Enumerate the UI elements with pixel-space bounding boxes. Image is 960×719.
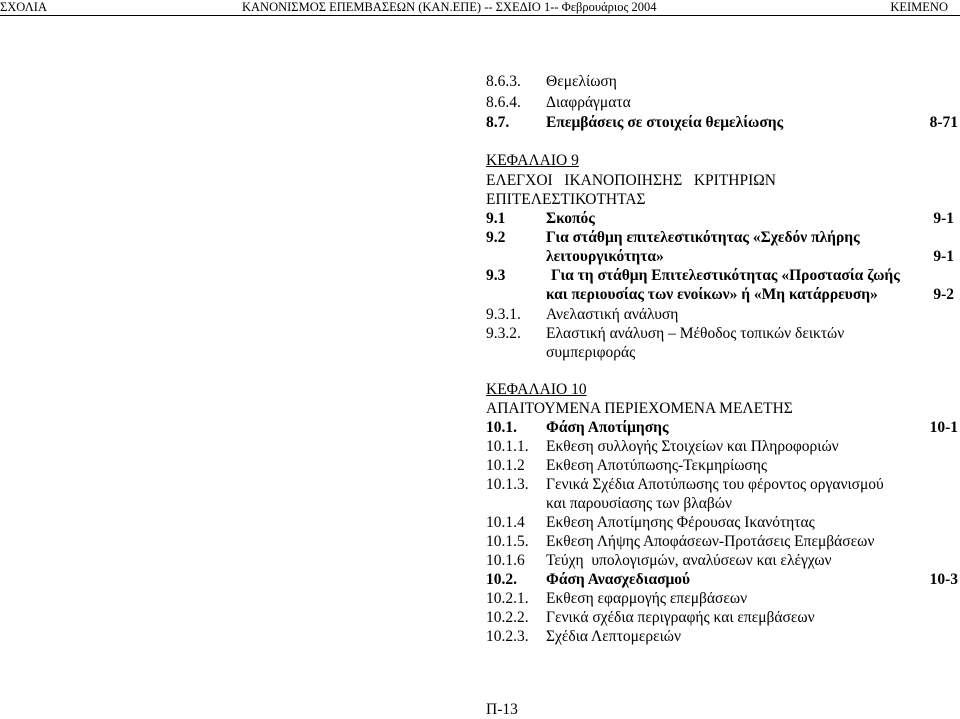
toc-entry-title: Εκθεση συλλογής Στοιχείων και Πληροφοριών [546,438,839,455]
toc-entry-title: Εκθεση Λήψης Αποφάσεων-Προτάσεις Επεμβάσεων [546,533,875,550]
toc-entry-title: Εκθεση Αποτύπωσης-Τεκμηρίωσης [546,457,767,474]
toc-entry-num: 10.2.1. [486,590,529,607]
toc-entry-title-cont: και περιουσίας των ενοίκων» ή «Μη κατάρρευση» [546,286,878,303]
toc-entry-title: Εκθεση Αποτίμησης Φέρουσας Ικανότητας [546,514,815,531]
chapter-10-title: ΑΠΑΙΤΟΥΜΕΝΑ ΠΕΡΙΕΧΟΜΕΝΑ ΜΕΛΕΤΗΣ [486,400,793,417]
toc-entry-title: Γενικά Σχέδια Αποτύπωσης του φέροντος οργανισμού [546,476,884,493]
toc-entry-num: 9.1 [486,210,506,227]
toc-entry-num: 9.3 [486,267,506,284]
header-center-label: ΚΑΝΟΝΙΣΜΟΣ ΕΠΕΜΒΑΣΕΩΝ (ΚΑΝ.ΕΠΕ) -- ΣΧΕΔΙΟ 1-- Φεβρουάριος 2004 [242,0,657,14]
toc-entry-title-cont: και παρουσίασης των βλαβών [546,495,732,512]
toc-entry-title: Φάση Ανασχεδιασμού [546,571,691,588]
chapter-9-title-line2: ΕΠΙΤΕΛΕΣΤΙΚΟΤΗΤΑΣ [486,191,646,208]
toc-entry-title: Επεμβάσεις σε στοιχεία θεμελίωσης [546,114,784,131]
toc-entry-num: 8.7. [486,114,510,131]
toc-entry-title-cont: συμπεριφοράς [546,344,636,361]
toc-entry-title: Ελαστική ανάλυση – Μέθοδος τοπικών δεικτών [546,325,845,342]
toc-entry-title: Γενικά σχέδια περιγραφής και επεμβάσεων [546,609,815,626]
header-rule [0,15,960,16]
toc-entry-num: 10.1.1. [486,438,529,455]
toc-entry-title: Σχέδια Λεπτομερειών [546,628,682,645]
toc-entry-num: 10.1.6 [486,552,525,569]
toc-entry-num: 9.3.1. [486,306,521,323]
toc-entry-page: 9-2 [933,286,954,303]
toc-entry-page: 10-1 [929,419,958,436]
toc-entry-page: 9-1 [933,248,954,265]
toc-entry-num: 10.1.4 [486,514,525,531]
toc-entry-num: 10.1.2 [486,457,525,474]
toc-entry-num: 8.6.3. [486,73,521,90]
header-left-label: ΣΧΟΛΙΑ [0,0,47,14]
toc-entry-title-cont: λειτουργικότητα» [546,248,664,265]
toc-entry-page: 8-71 [929,114,958,131]
page-number: Π-13 [486,701,518,718]
toc-entry-title: Θεμελίωση [546,73,617,90]
chapter-10-heading: ΚΕΦΑΛΑΙΟ 10 [486,381,587,398]
toc-entry-num: 10.2.2. [486,609,529,626]
toc-entry-num: 10.1.3. [486,476,529,493]
toc-entry-title: Διαφράγματα [546,94,631,111]
toc-entry-num: 8.6.4. [486,94,521,111]
toc-entry-title: Σκοπός [546,210,595,227]
toc-entry-title: Ανελαστική ανάλυση [546,306,679,323]
running-header [0,0,960,14]
toc-entry-title: Για στάθμη επιτελεστικότητας «Σχεδόν πλήρης [546,229,860,246]
toc-entry-num: 10.2. [486,571,517,588]
toc-entry-title: Φάση Αποτίμησης [546,419,669,436]
toc-entry-num: 10.1. [486,419,517,436]
toc-entry-title: Για τη στάθμη Επιτελεστικότητας «Προστασία ζωής [551,267,900,284]
toc-entry-page: 10-3 [929,571,958,588]
chapter-9-heading: ΚΕΦΑΛΑΙΟ 9 [486,152,579,169]
toc-entry-num: 10.2.3. [486,628,529,645]
toc-entry-num: 9.2 [486,229,506,246]
toc-entry-num: 9.3.2. [486,325,521,342]
toc-entry-title: Τεύχη υπολογισμών, αναλύσεων και ελέγχων [546,552,832,569]
toc-entry-page: 9-1 [933,210,954,227]
toc-entry-num: 10.1.5. [486,533,529,550]
toc-entry-title: Εκθεση εφαρμογής επεμβάσεων [546,590,748,607]
header-right-label: ΚΕΙΜΕΝΟ [890,0,948,14]
chapter-9-title-line1: ΕΛΕΓΧΟΙ ΙΚΑΝΟΠΟΙΗΣΗΣ ΚΡΙΤΗΡΙΩΝ [486,172,776,189]
